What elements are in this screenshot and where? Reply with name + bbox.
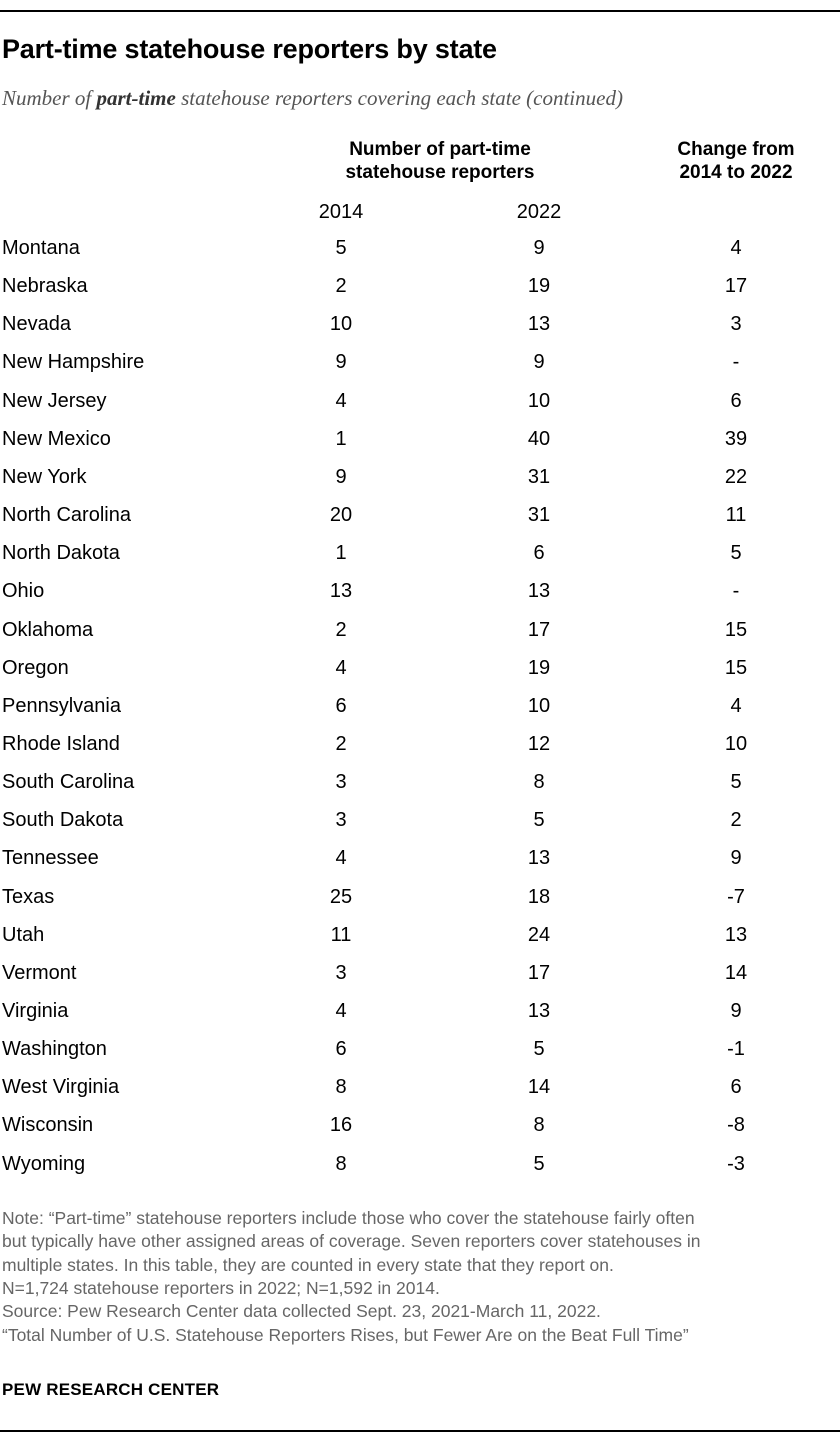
subtitle-tail: statehouse reporters covering each state (continued) (175, 86, 623, 110)
value-2022-cell: 10 (527, 389, 551, 412)
change-cell: -7 (727, 885, 745, 908)
value-2014-cell: 8 (335, 1152, 347, 1175)
change-cell: 6 (730, 1076, 742, 1099)
value-2014-cell: 13 (329, 580, 353, 603)
table-row (0, 846, 840, 884)
state-cell: Wisconsin (2, 1114, 94, 1137)
state-cell: Oklahoma (2, 618, 94, 641)
value-2014-cell: 25 (329, 885, 353, 908)
value-2022-cell: 9 (533, 351, 545, 374)
note-line: N=1,724 statehouse reporters in 2022; N=1,592 in 2014. (2, 1277, 440, 1298)
change-cell: 11 (725, 504, 747, 527)
value-2014-cell: 20 (329, 504, 353, 527)
change-cell: -1 (727, 1038, 745, 1061)
bottom-rule (0, 1430, 840, 1432)
value-2022-cell: 19 (527, 275, 551, 298)
state-cell: New Hampshire (2, 351, 145, 374)
chart-subtitle (2, 86, 623, 111)
change-cell: 6 (730, 389, 742, 412)
state-cell: South Dakota (2, 809, 124, 832)
column-group-header-change (646, 138, 826, 184)
state-cell: West Virginia (2, 1076, 120, 1099)
note-line: but typically have other assigned areas of coverage. Seven reporters cover statehouses in (2, 1231, 701, 1252)
value-2014-cell: 1 (335, 427, 347, 450)
table-row (0, 274, 840, 312)
column-group-header-part-time (290, 138, 590, 184)
value-2014-cell: 4 (335, 1000, 347, 1022)
state-cell: Pennsylvania (2, 694, 121, 717)
state-cell: Ohio (2, 580, 45, 603)
state-cell: New Jersey (2, 389, 107, 412)
value-2014-cell: 6 (335, 1038, 347, 1061)
value-2014-cell: 2 (335, 732, 347, 755)
state-cell: Texas (2, 885, 55, 908)
column-group-header-line: Number of part-time (349, 139, 531, 160)
value-2014-cell: 3 (335, 809, 347, 832)
change-cell: 4 (730, 694, 742, 717)
table-row (0, 1075, 840, 1113)
value-2022-cell: 17 (527, 618, 551, 641)
column-header-2022: 2022 (516, 201, 562, 223)
value-2022-cell: 8 (533, 1114, 545, 1137)
value-2022-cell: 40 (527, 427, 551, 450)
value-2022-cell: 31 (527, 465, 551, 488)
value-2014-cell: 4 (335, 847, 347, 870)
change-cell: 15 (724, 656, 748, 679)
table-row (0, 465, 840, 503)
state-cell: Utah (2, 923, 45, 946)
value-2022-cell: 10 (527, 694, 551, 717)
state-cell: Virginia (2, 1000, 69, 1022)
value-2022-cell: 18 (527, 885, 551, 908)
value-2022-cell: 24 (527, 923, 551, 946)
change-cell: 17 (724, 275, 748, 298)
value-2022-cell: 19 (527, 656, 551, 679)
state-cell: Wyoming (2, 1152, 86, 1175)
state-cell: Nebraska (2, 275, 88, 298)
value-2022-cell: 31 (527, 504, 551, 527)
footer-brand: PEW RESEARCH CENTER (2, 1380, 220, 1399)
value-2022-cell: 6 (533, 542, 545, 565)
table-row (0, 541, 840, 579)
state-cell: North Dakota (2, 542, 120, 565)
column-header-2014: 2014 (318, 201, 364, 223)
table-row (0, 923, 840, 961)
source-line: Source: Pew Research Center data collected Sept. 23, 2021-March 11, 2022. (2, 1301, 601, 1322)
value-2014-cell: 1 (335, 542, 347, 565)
change-cell: -8 (727, 1114, 745, 1137)
value-2014-cell: 4 (335, 389, 347, 412)
value-2022-cell: 8 (533, 771, 545, 794)
subtitle-lead: Number of (2, 86, 97, 110)
table-row (0, 999, 840, 1037)
state-cell: New Mexico (2, 427, 111, 450)
value-2014-cell: 3 (335, 961, 347, 984)
change-cell: 2 (730, 809, 742, 832)
change-cell: 39 (724, 427, 748, 450)
column-group-header-line: 2014 to 2022 (679, 162, 793, 183)
note-line: multiple states. In this table, they are counted in every state that they report on. (2, 1254, 614, 1275)
change-cell: 14 (724, 961, 748, 984)
value-2022-cell: 13 (527, 847, 551, 870)
state-cell: Washington (2, 1038, 107, 1061)
state-cell: Oregon (2, 656, 69, 679)
state-cell: South Carolina (2, 771, 135, 794)
table-row (0, 770, 840, 808)
table-row (0, 1113, 840, 1151)
change-cell: 9 (730, 1000, 742, 1022)
table-row (0, 1037, 840, 1075)
table-row (0, 236, 840, 274)
value-2014-cell: 6 (335, 694, 347, 717)
state-cell: Rhode Island (2, 732, 120, 755)
table-row (0, 312, 840, 350)
value-2014-cell: 2 (335, 618, 347, 641)
value-2022-cell: 5 (533, 1038, 545, 1061)
table-row (0, 656, 840, 694)
table-row (0, 618, 840, 656)
subtitle-emphasis: part-time (96, 86, 176, 110)
table-row (0, 503, 840, 541)
value-2014-cell: 9 (335, 351, 347, 374)
table-row (0, 694, 840, 732)
value-2014-cell: 10 (329, 313, 353, 336)
state-cell: Nevada (2, 313, 71, 336)
report-title-line: “Total Number of U.S. Statehouse Reporters Rises, but Fewer Are on the Beat Full Time” (2, 1324, 689, 1345)
table-row (0, 579, 840, 617)
state-cell: Montana (2, 237, 80, 259)
value-2022-cell: 12 (527, 732, 551, 755)
value-2014-cell: 5 (335, 237, 347, 259)
value-2014-cell: 11 (330, 923, 352, 946)
table-row (0, 808, 840, 846)
value-2022-cell: 17 (527, 961, 551, 984)
change-cell: 22 (724, 465, 748, 488)
change-cell: - (732, 580, 740, 603)
top-rule (0, 10, 840, 12)
value-2022-cell: 14 (527, 1076, 551, 1099)
value-2014-cell: 2 (335, 275, 347, 298)
chart-title: Part-time statehouse reporters by state (2, 34, 497, 64)
value-2022-cell: 13 (527, 1000, 551, 1022)
table-row (0, 885, 840, 923)
value-2022-cell: 5 (533, 809, 545, 832)
change-cell: 4 (730, 237, 742, 259)
value-2022-cell: 5 (533, 1152, 545, 1175)
note-line: Note: “Part-time” statehouse reporters include those who cover the statehouse fairly often (2, 1208, 695, 1228)
table-row (0, 389, 840, 427)
state-cell: North Carolina (2, 504, 131, 527)
state-cell: Tennessee (2, 847, 99, 870)
change-cell: 5 (730, 542, 742, 565)
state-cell: Vermont (2, 961, 77, 984)
table-row (0, 1152, 840, 1190)
change-cell: - (732, 351, 740, 374)
change-cell: 3 (730, 313, 742, 336)
value-2014-cell: 4 (335, 656, 347, 679)
change-cell: 10 (724, 732, 748, 755)
change-cell: 15 (724, 618, 748, 641)
change-cell: 13 (724, 923, 748, 946)
value-2014-cell: 16 (329, 1114, 353, 1137)
table-row (0, 732, 840, 770)
change-cell: 5 (730, 771, 742, 794)
state-cell: New York (2, 465, 87, 488)
change-cell: -3 (727, 1152, 745, 1175)
value-2022-cell: 9 (533, 237, 545, 259)
value-2022-cell: 13 (527, 313, 551, 336)
table-row (0, 961, 840, 999)
column-group-header-line: statehouse reporters (345, 162, 535, 183)
value-2014-cell: 9 (335, 465, 347, 488)
value-2014-cell: 3 (335, 771, 347, 794)
change-cell: 9 (730, 847, 742, 870)
value-2022-cell: 13 (527, 580, 551, 603)
column-group-header-line: Change from (677, 139, 795, 160)
table-row (0, 427, 840, 465)
table-row (0, 350, 840, 388)
value-2014-cell: 8 (335, 1076, 347, 1099)
